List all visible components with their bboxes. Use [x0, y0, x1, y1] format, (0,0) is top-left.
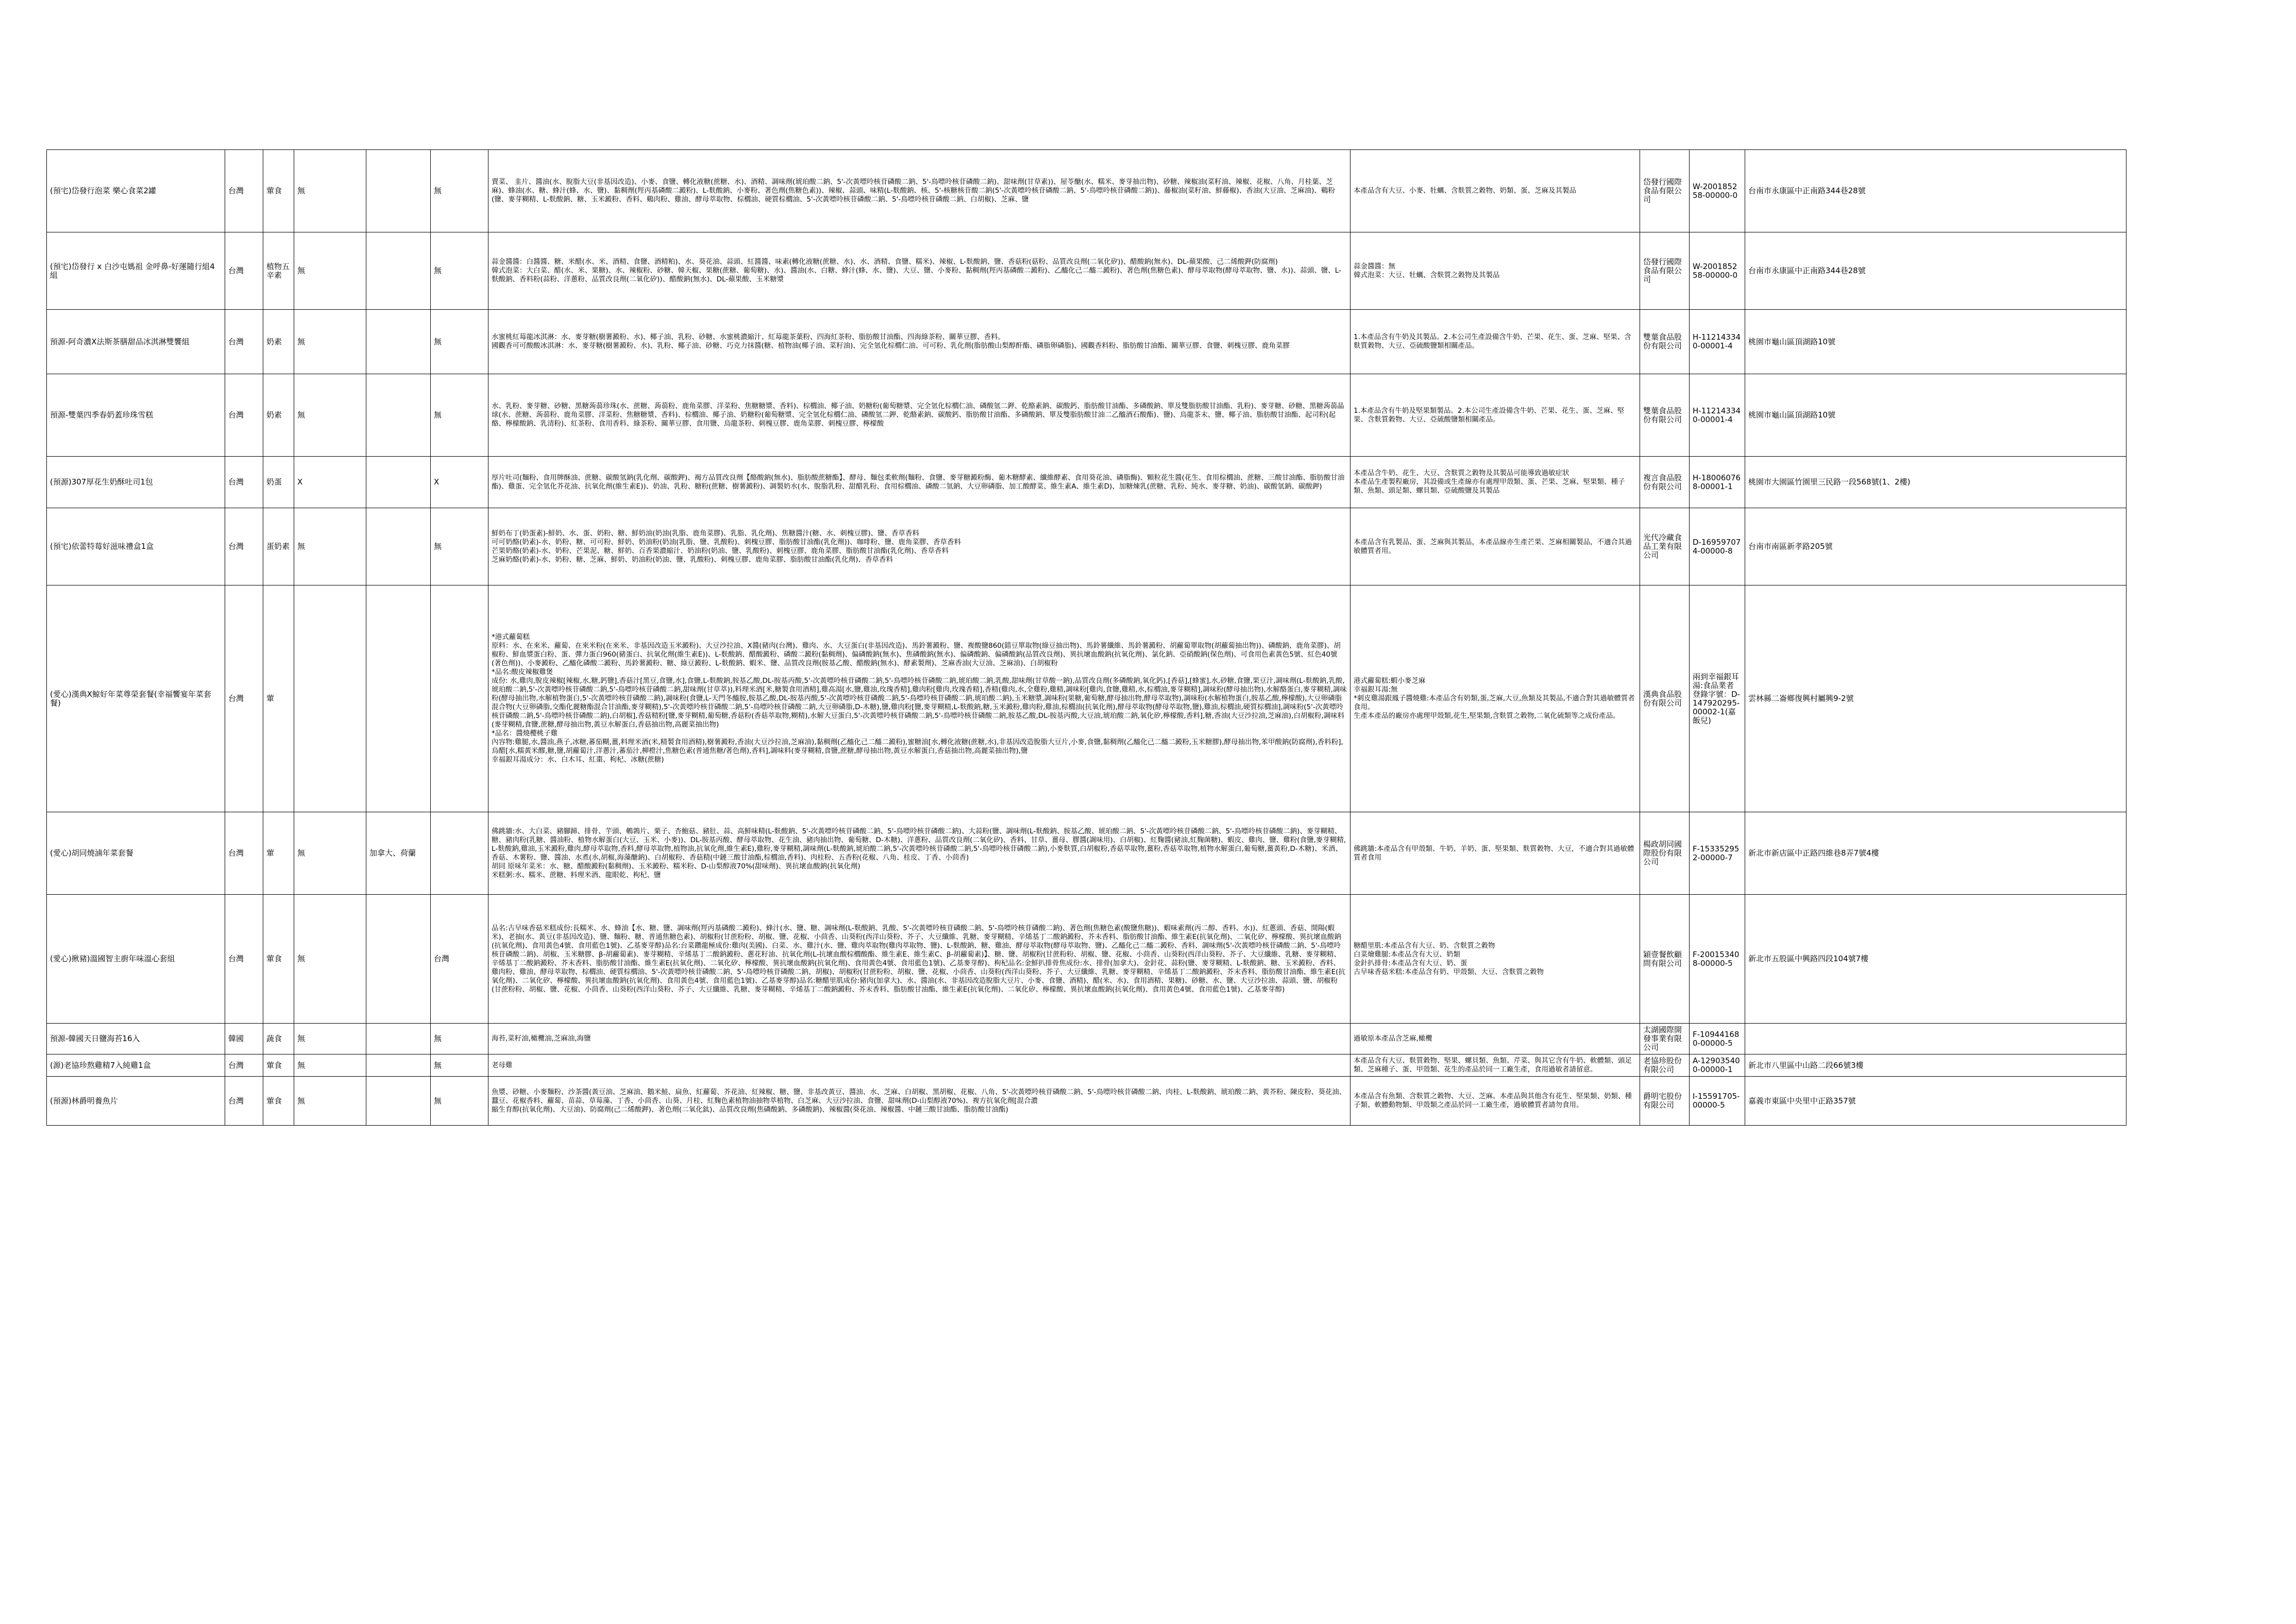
registration-cell: F-109441680-00000-5 — [1690, 1024, 1745, 1054]
table-row — [47, 895, 2126, 1024]
product-name-cell: 預源-韓國天日鹽海苔16入 — [47, 1024, 225, 1054]
product-name-cell: (預宅)依蕾特莓好滋味禮盒1盒 — [47, 508, 225, 585]
flag-cell-2 — [366, 1024, 431, 1054]
ingredients-cell: 厚片吐司(麵粉、食用牌酥油、蔗糖、碳酸氫鈉(乳化劑、碳酸鉀)、褐方品質改良劑【酪酸鈉(無水)、脂肪酸蔗糖酯】、酵母、麵包柔軟劑(麵粉、食鹽、麥芽糖澱粉酶、葡木糖酵素、纖維酵素、食用葵花油、磷脂酶)、顆粒花生醬(花生、食用棕櫚油、蔗糖、三酸甘油酯、脂肪酸甘油酯)、雞蛋、完全氫化芥花油、抗氧化劑(維生素E))、奶油、乳粉、糖粉(蔗糖、樹薯澱粉)、調製奶水(水、脫脂乳粉、甜醋乳粉、食用棕櫚油、磷酸二氫鈉、大豆卵磷脂、加工酸酵菜、維生素A、維生素D)、加糖煉乳(蔗糖、乳粉、純水、麥芽糖、奶油)、碳酸氫鈉、碳酸鉀) — [488, 457, 1350, 508]
company-cell: 漢典食品股份有限公司 — [1640, 585, 1690, 812]
origin-cell: 韓國 — [225, 1024, 263, 1054]
flag-cell-1: 無 — [294, 1024, 366, 1054]
flag-cell-1: 無 — [294, 150, 366, 232]
flag-cell-3: 無 — [431, 374, 488, 457]
flag-cell-2 — [366, 374, 431, 457]
diet-type-cell: 葷食 — [263, 1077, 294, 1126]
address-cell: 嘉義市東區中央里中正路357號 — [1745, 1077, 2126, 1126]
address-cell: 桃園市大園區竹園里三民路一段568號(1、2樓) — [1745, 457, 2126, 508]
origin-cell: 台灣 — [225, 585, 263, 812]
ingredients-cell: 老母雞 — [488, 1054, 1350, 1077]
product-name-cell: (愛心)漢典X鯨好年菜尊榮套餐(幸福饗宴年菜套餐) — [47, 585, 225, 812]
diet-type-cell: 植物五辛素 — [263, 232, 294, 310]
flag-cell-2 — [366, 895, 431, 1024]
flag-cell-1: 無 — [294, 508, 366, 585]
company-cell: 複言食品股份有限公司 — [1640, 457, 1690, 508]
ingredients-cell: 佛跳牆:水、大白菜、豬腳蹄、排骨、芋頭、鵪鶉片、栗子、杏鮑菇、豬肚、蒜、高鮮味精(L-麩酸鈉、5'-次黃嘌呤核苷磷酸二鈉、5'-鳥嘌呤核苷磷酸二鈉)、大蒜粉(鹽、調味劑(L-麩酸鈉、胺基乙酸、琥珀酸二鈉、5'-次黃嘌呤核苷磷酸二鈉、5'-鳥嘌呤核苷磷酸二鈉)、麥芽糊精、糖、豬肉粉(乳糖、醬油粉、植物水解蛋白(大豆、玉米、小麥))、DL-胺基丙酸、酵母萃取物、花生油、豬肉抽出物、葡萄糖、D-木糖)、洋蔥粉、品質改良劑(二氧化矽)、香料、甘草、薑母、膠醬(調味用)、白胡椒)、紅麴醬(豬油,紅麴菌糖)、蝦皮、雞肉、鹽、雞粉(食鹽,麥芽糊精,L-麩酸鈉,雞油,玉米澱粉,雞肉,酵母萃取物,香料,酵母萃取物,植物油,抗氧化劑,維生素E),雞粉,麥芽糊精,調味劑(L-麩酸鈉,琥珀酸二鈉,5'-次黃嘌呤核苷磷酸二鈉,5'-鳥嘌呤核苷磷酸二鈉),小麥麩質,白胡椒粉,香菇萃取物,薑粉,香菇萃取物,植物水解蛋白,葡萄糖,薑黃粉,D-木糖)、米酒、香菇、木薯粉、鹽、醬油、水煮(水,胡椒,海藻醣鈉)、白胡椒粉、香菇精(中鏈三酸甘油酯,棕櫚油,香料)、肉桂粉、五香粉(花椒、八角、桂皮、丁香、小茴香) 胡同 原味年菜米：水、糖、醋酸澱粉(黏稠劑)、玉米澱粉、糯米粉、D-山梨醇液70%(甜味劑)、異抗壞血酸鈉(抗氧化劑) 米糕粥:水、糯米、蔗糖、料理米酒、龍眼乾、枸杞、鹽 — [488, 812, 1350, 895]
origin-cell: 台灣 — [225, 508, 263, 585]
flag-cell-3: X — [431, 457, 488, 508]
allergen-cell: 本產品含牛奶、花生、大豆、含麩質之穀物及其製品可能導致過敏症狀 本產品生產製程廠房，其設備或生產線亦有處理甲殼類、蛋、芒果、芝麻、堅果類、種子類、魚類、頭足類、螺貝類、亞硫酸鹽及其製品 — [1350, 457, 1640, 508]
address-cell: 桃園市龜山區頂湖路10號 — [1745, 310, 2126, 374]
origin-cell: 台灣 — [225, 150, 263, 232]
registration-cell: D-169597074-00000-8 — [1690, 508, 1745, 585]
flag-cell-2 — [366, 232, 431, 310]
diet-type-cell: 葷 — [263, 812, 294, 895]
diet-type-cell: 葷食 — [263, 1054, 294, 1077]
diet-type-cell: 奶素 — [263, 374, 294, 457]
ingredients-cell: 賣菜、 韭片、醬油(水、脫脂大豆(非基因改造)、小麥、食鹽、轉化液糖(蔗糖、水)、酒精、調味劑(琥珀酸二鈉、5'-次黃嘌呤核苷磷酸二鈉、5'-鳥嘌呤核苷磷酸二鈉)、甜味劑(甘草素))、屋苓醣(水、糯米、麥芽抽出物)、砂糖、辣椒油(菜籽油、辣椒、花椒、八角、月桂葉、芝麻)、蜂油(水、糖、蜂汁(蜂、水、鹽)、黏稠劑(羥丙基磷酸二澱粉)、L-麩酸鈉、小麥粉、著色劑(焦糖色素))、辣椒、蒜頭、味精(L-麩酸鈉、核、5'-核糖核苷酸二鈉(5'-次黃嘌呤核苷磷酸二鈉、5'-鳥嘌呤核苷磷酸二鈉))、藤椒油(菜籽油、鮮藤椒)、香油(大豆油、芝麻油)、鷄粉(鹽、麥芽糊精、L-麩酸鈉、糖、玉米澱粉、香料、鷄肉粉、雞油、酵母萃取物、棕櫚油、硬質棕櫚油、5'-次黃嘌呤核苷磷酸二鈉、5'-鳥嘌呤核苷磷酸二鈉、白胡椒)、芝麻、鹽 — [488, 150, 1350, 232]
flag-cell-2 — [366, 508, 431, 585]
flag-cell-3 — [431, 812, 488, 895]
address-cell: 新北市新店區中正路四維巷8弄7號4樓 — [1745, 812, 2126, 895]
allergen-cell: 港式蘿蔔糕:蝦小麥芝麻 幸福銀耳湯:無 *刺皮雞湯跟鳳子醬燒雞:本產品含有奶類,蛋,芝麻,大豆,魚類及其製品,不適合對其過敏體質者食用。 生產本產品的廠房亦處理甲殼類,花生,堅果類,含麩質之穀物,二氧化硫類等之成份產品。 — [1350, 585, 1640, 812]
product-name-cell: (預宅)岱發行 x 白沙屯媽祖 金呼鼻-好運隨行組4組 — [47, 232, 225, 310]
product-name-cell: (愛心)揪豬)溫國智主廚年味溫心套組 — [47, 895, 225, 1024]
flag-cell-1: 無 — [294, 895, 366, 1024]
flag-cell-3: 無 — [431, 508, 488, 585]
address-cell — [1745, 1024, 2126, 1054]
flag-cell-3: 無 — [431, 150, 488, 232]
product-name-cell: (預宅)岱發行泡菜 樂心食菜2罐 — [47, 150, 225, 232]
origin-cell: 台灣 — [225, 310, 263, 374]
address-cell: 台南市南區新孝路205號 — [1745, 508, 2126, 585]
ingredients-cell: 水蜜桃紅莓龍冰淇淋：水、麥芽糖(樹薯澱粉、水)、椰子油、乳粉、砂糖、水蜜桃濃縮汁、紅莓龍茶葉粉、四海紅茶粉、脂肪酸甘油酯、四海綠茶粉、關華豆膠、香料。 國觀香可可酸酸冰淇淋：水、麥芽糖(樹薯澱粉、水)、乳粉、椰子油、砂糖、巧克力抹醬(糖、植物油(椰子油、菜籽油)、完全氫化棕櫚仁油、可可粉、乳化劑(脂肪酸山梨醇酐酯、磷脂卵磷脂)、國觀香料粉、脂肪酸甘油酯、關華豆膠、食鹽、刺槐豆膠、鹿角菜膠 — [488, 310, 1350, 374]
flag-cell-2 — [366, 585, 431, 812]
allergen-cell: 本產品含有大豆、小麥、牡蠣、含麩質之穀物、奶類、蛋、芝麻及其製品 — [1350, 150, 1640, 232]
allergen-cell: 蒜金醬醬：無 韓式泡菜：大豆、牡蠣、含麩質之穀物及其製品 — [1350, 232, 1640, 310]
address-cell: 新北市八里區中山路二段66號3樓 — [1745, 1054, 2126, 1077]
product-name-cell: (愛心)胡同燒滷年菜套餐 — [47, 812, 225, 895]
registration-cell: H-112143340-00001-4 — [1690, 310, 1745, 374]
diet-type-cell: 蔬食 — [263, 1024, 294, 1054]
product-table — [46, 149, 2126, 1126]
origin-cell: 台灣 — [225, 812, 263, 895]
product-name-cell: (預源)林爵明養魚片 — [47, 1077, 225, 1126]
diet-type-cell: 葷食 — [263, 150, 294, 232]
flag-cell-3: 無 — [431, 1054, 488, 1077]
company-cell: 岱發行國際食品有限公司 — [1640, 232, 1690, 310]
table-row — [47, 232, 2126, 310]
flag-cell-1: 無 — [294, 1077, 366, 1126]
allergen-cell: 本產品含有乳製品、蛋、芝麻與其製品，本產品線亦生產芒果、芝麻相關製品，不適合其過敏體質者用。 — [1350, 508, 1640, 585]
flag-cell-1: 無 — [294, 232, 366, 310]
flag-cell-3: 台灣 — [431, 895, 488, 1024]
company-cell: 楊政胡同國際股份有限公司 — [1640, 812, 1690, 895]
table-row — [47, 812, 2126, 895]
address-cell: 桃園市龜山區頂湖路10號 — [1745, 374, 2126, 457]
product-name-cell: 預源-阿奇濃X法斯茶膳甜品冰淇淋雙饗組 — [47, 310, 225, 374]
ingredients-cell: 水、乳粉、麥芽糖、砂糖、黑糖蒟蒻珍珠(水、蔗糖、蒟蒻粉、鹿角菜膠、洋菜粉、焦糖糖漿、香料)、棕櫚油、椰子油、奶糖粉(葡萄糖漿、完全氫化棕櫚仁油、磷酸氫二鉀、乾酪素鈉、碳酸鈣、脂肪酸甘油酯、多磷酸鈉、單及雙脂肪酸甘油酯、乳粉)、麥芽糖、砂糖、黑糖蒟蒻晶球(水、蔗糖、蒟蒻粉、鹿角菜膠、洋菜粉、焦糖糖漿、香料)、棕櫚油、椰子油、奶糖粉(葡萄糖漿、完全氫化棕櫚仁油、磷酸氫二鉀、乾酪素鈉、碳酸鈣、脂肪酸甘油酯、多磷酸鈉、單及雙脂肪酸甘油二乙醯酒石酸酯)、鹽)、烏龍茶末、鹽、椰子油、脂肪酸甘油酯、起司粉(起酪、檸檬酸鈉、乳清粉)、紅茶粉、食用香料、綠茶粉、關華豆膠、食用鹽、烏龍茶粉、刺槐豆膠、鹿角菜膠、刺槐豆膠、檸檬酸 — [488, 374, 1350, 457]
product-name-cell: (源)老協珍熬雞精7入純雞1盒 — [47, 1054, 225, 1077]
flag-cell-1 — [294, 585, 366, 812]
ingredients-cell: 蒜金醬醬：白醬醬、糖、米醋(水、米、酒精、食鹽、酒精粕)、水、葵花油、蒜頭、紅醬醬、味素(轉化液糖(蔗糖、水)、水、酒精、食鹽、糯米)、辣椒、L-麩酸鈉、鹽、香菇粉(菇粉、品質改良劑(二氧化矽))、醋酸鈉(無水)、DL-蘋果酸、己二烯酸鉀(防腐劑) 韓式泡菜：大白菜、醋(水、米、果糖)、水、辣椒粉、砂糖、韓天椒、果糖(蔗糖、葡萄糖)、水)、醬油(水、白糖、蜂汁(蜂、水、鹽)、大豆、鹽、小麥粉、黏稠劑(羥丙基磷酸二澱粉)、乙醯化己二醯二澱粉)、著色劑(焦糖色素)、酵母萃取物(酵母萃取物、鹽、水))、蒜頭、鹽、L-麩酸鈉、香料粉(蒜粉、洋蔥粉、品質改良劑(二氧化矽))、醋酸鈉(無水)、DL-蘋果酸、玉米糖漿 — [488, 232, 1350, 310]
allergen-cell: 1.本產品含有牛奶及其製品。2.本公司生產設備含牛奶、芒果、花生、蛋、芝麻、堅果、含麩質穀物、大豆、亞硫酸鹽類相關產品。 — [1350, 310, 1640, 374]
company-cell: 雙葉食品股份有限公司 — [1640, 310, 1690, 374]
origin-cell: 台灣 — [225, 895, 263, 1024]
allergen-cell: 佛跳牆:本產品含有甲殼類、牛奶、羊奶、蛋、堅果類、麩質穀物、大豆，不適合對其過敏體質者食用 — [1350, 812, 1640, 895]
flag-cell-1: 無 — [294, 374, 366, 457]
registration-cell: H-180060768-00001-1 — [1690, 457, 1745, 508]
flag-cell-3: 無 — [431, 1077, 488, 1126]
diet-type-cell: 蛋奶素 — [263, 508, 294, 585]
origin-cell: 台灣 — [225, 1054, 263, 1077]
allergen-cell: 過敏原本產品含芝麻,橄欖 — [1350, 1024, 1640, 1054]
allergen-cell: 糖醋里肌:本產品含有大豆、奶、含麩質之穀物 白菜燴雞腿:本產品含有大豆、奶類 金針扒排骨:本產品含有大豆、奶、蛋 古早味香菇米糕:本產品含有奶、甲殼類、大豆、含麩質之穀物 — [1350, 895, 1640, 1024]
diet-type-cell: 葷 — [263, 585, 294, 812]
flag-cell-3: 無 — [431, 310, 488, 374]
address-cell: 新北市五股區中興路四段104號7樓 — [1745, 895, 2126, 1024]
company-cell: 爵明宅股份有限公司 — [1640, 1077, 1690, 1126]
address-cell: 台南市永康區中正南路344巷28號 — [1745, 150, 2126, 232]
flag-cell-2 — [366, 310, 431, 374]
registration-cell: F-153352952-00000-7 — [1690, 812, 1745, 895]
origin-cell: 台灣 — [225, 374, 263, 457]
table-row — [47, 585, 2126, 812]
company-cell: 老協珍股份有限公司 — [1640, 1054, 1690, 1077]
allergen-cell: 本產品含有魚類、含麩質之穀物、大豆、芝麻。本產品與其他含有花生、堅果類、奶類、種子類、軟體動物類、甲殼類之產品於同一工廠生產，過敏體質者請勿食用。 — [1350, 1077, 1640, 1126]
table-row — [47, 150, 2126, 232]
flag-cell-3: 無 — [431, 1024, 488, 1054]
registration-cell: H-112143340-00001-4 — [1690, 374, 1745, 457]
ingredients-cell: *港式蘿蔔糕 原料：水、在來米、蘿蔔、在來米粉(在來米、非基因改造玉米澱粉)、大豆沙拉油、X醬(豬肉(台灣)、雞肉、水、大豆蛋白(非基因改造)、馬鈴薯澱粉、鹽、複酸鹽860(錯豆單取物(綠豆抽出物)、馬鈴薯纖維、馬鈴薯澱粉、胡蘿蔔單取物(胡蘿蔔抽出物))、磷酸鈉、鹿角菜膠)、胡椒粉、鮮血漿蛋白粉、蛋、彈力蛋白960(豬蛋白、抗氧化劑(維生素E))、L-麩酸鈉、醋酸澱粉、磷酸二澱粉(黏稠劑)、偏磷酸鈉(無水)、焦磷酸鈉(無水)、偏磷酸鈉、偏磷酸鈉(品質改良劑)、異抗壞血酸鈉(抗氧化劑)、氯化鈉、亞硝酸鈉(保色劑)、可食用色素黃色5號、紅色40號(著色劑))、小麥澱粉、乙醯化磷酸二澱粉、馬鈴薯澱粉、糖、綠豆澱粉、L-麩酸鈉、蝦米、鹽、品質改良劑(胺基乙酸、醋酸鈉(無水)、酵素製劑)、芝麻香油(大豆油、芝麻油)、白胡椒粉 *品名:酸皮辣椒雞煲 成份: 水,雞肉,脫皮辣椒[辣椒,水,糖,鈣鹽],香菇汁[黑豆,食鹽,水],食鹽,L-麩酸鈉,胺基乙酸,DL-胺基丙酸,5'-次黃嘌呤核苷磷酸二鈉,5'-鳥嘌呤核苷磷酸二鈉,琥珀酸二鈉,乳酸,甜味劑(甘草酸一鈉),品質改良劑(多磷酸鈉,氧化鈣),[香菇],[蜂蜜],水,砂糖,食鹽,果豆汁,調味劑(L-麩酸鈉,乳酸,琥珀酸二鈉,5'-次黃嘌呤核苷磷酸二鈉,5'-鳥嘌呤核苷磷酸二鈉,甜味劑(甘草萃)),料理米酒[米,糖製食用酒精],雞高湯[水,鹽,雞油,玫瑰香精],雞肉粉[雞肉,玫瑰香精],香精(雞肉,水,全雞粉,雞精,調味粉[雞肉,食鹽,雞精,水,棕櫚油,麥芽糊精],調味粉(酵母抽出物),水解酪蛋白,麥芽糊精,調味粉(酵母抽出物,水解植物蛋白,5'-次黃嘌呤核苷磷酸二鈉),調味粉(食鹽,L-天門冬醯胺,胺基乙酸,DL-胺基丙酸,5'-次黃嘌呤核苷磷酸二鈉,5'-鳥嘌呤核苷磷酸二鈉,琥珀酸二鈉),玉米糖漿,調味粉(果糖,葡萄糖,酵母抽出物,酵母萃取物),調味粉(水解植物蛋白,胺基乙酸,檸檬酸),大豆卵磷脂混合物(大豆卵磷脂,交酯化麗糖酯混合甘油酯,麥芽糊精),5'-次黃嘌呤核苷磷酸二鈉,5'-鳥嘌呤核苷磷酸二鈉,大豆卵磷脂,D-木糖),鹽,雞肉粉[鹽,麥芽糊精,L-麩酸鈉,糖,玉米澱粉,雞肉粉,雞油,棕櫚油(抗氧化劑),酵母萃取物(酵母萃取物,鹽),雞油,棕櫚油,硬質棕櫚油],調味粉(5'-次黃嘌呤核苷磷酸二鈉,5'-鳥嘌呤核苷磷酸二鈉),白胡椒],香菇精粉[鹽,麥芽糊精,葡萄糖,香菇粉(香菇萃取物,糊精),水解大豆蛋白,5'-次黃嘌呤核苷磷酸二鈉,5'-鳥嘌呤核苷磷酸二鈉,胺基乙酸,DL-胺基丙酸,大豆油,琥珀酸二鈉,氧化矽,檸檬酸,香料],糖,香油(大豆沙拉油,芝麻油),白胡椒粉,調味料(麥芽糊精,食鹽,蔗糖,酵母抽出物,黃豆水解蛋白,香菇抽出物,高麗菜抽出物) *品名：醬燒櫻桃子雞 內容物:雞腿,水,醬油,燕子,冰糖,蕃茄糊,薑,料理米酒(米,精製食用酒精),樹薯澱粉,香油(大豆沙拉油,芝麻油),黏稠劑(乙醯化己二醯二澱粉),蜜糖油[水,轉化液糖(蔗糖,水),非基因改造脫脂大豆片,小麥,食鹽,黏稠劑(乙醯化己二醯二澱粉,玉米糖膠),酵母抽出物,苯甲酸鈉(防腐劑),香料粉],烏醋[水,糯黃米醪,糖,鹽,胡蘿蔔汁,洋蔥汁,蕃茄汁,柳橙汁,焦糖色素(普通焦糖/著色劑),香料],調味料(麥芽糊精,食鹽,蔗糖,酵母抽出物,黃豆水解蛋白,香菇抽出物,高麗菜抽出物),鹽 幸福銀耳湯成分：水、白木耳、紅棗、枸杞、冰糖(蔗糖) — [488, 585, 1350, 812]
registration-cell: W-200185258-00000-0 — [1690, 232, 1745, 310]
table-row — [47, 1077, 2126, 1126]
flag-cell-2: 加拿大、荷蘭 — [366, 812, 431, 895]
registration-cell: W-200185258-00000-0 — [1690, 150, 1745, 232]
flag-cell-2 — [366, 150, 431, 232]
origin-cell: 台灣 — [225, 232, 263, 310]
table-row — [47, 1054, 2126, 1077]
flag-cell-1: X — [294, 457, 366, 508]
flag-cell-3: 無 — [431, 232, 488, 310]
flag-cell-2 — [366, 1077, 431, 1126]
table-row — [47, 310, 2126, 374]
table-row — [47, 1024, 2126, 1054]
company-cell: 穎壹餐飲顧問有限公司 — [1640, 895, 1690, 1024]
diet-type-cell: 奶素 — [263, 310, 294, 374]
table-row — [47, 457, 2126, 508]
company-cell: 太湖國際開發事業有限公司 — [1640, 1024, 1690, 1054]
flag-cell-1: 無 — [294, 1054, 366, 1077]
registration-cell: A-129035400-00000-1 — [1690, 1054, 1745, 1077]
company-cell: 岱發行國際食品有限公司 — [1640, 150, 1690, 232]
product-name-cell: 預源-雙葉四季春奶蓋珍珠雪糕 — [47, 374, 225, 457]
address-cell: 台南市永康區中正南路344巷28號 — [1745, 232, 2126, 310]
flag-cell-2 — [366, 1054, 431, 1077]
address-cell: 雲林縣二崙鄉復興村屬興9-2號 — [1745, 585, 2126, 812]
product-name-cell: (預源)307厚花生奶酥吐司1包 — [47, 457, 225, 508]
registration-cell: I-15591705-00000-5 — [1690, 1077, 1745, 1126]
diet-type-cell: 葷食 — [263, 895, 294, 1024]
ingredients-cell: 海苔,菜籽油,橄欖油,芝麻油,海鹽 — [488, 1024, 1350, 1054]
flag-cell-1: 無 — [294, 310, 366, 374]
flag-cell-1: 無 — [294, 812, 366, 895]
table-row — [47, 508, 2126, 585]
flag-cell-2 — [366, 457, 431, 508]
ingredients-cell: 魚漿、砂糖、小麥麵粉、沙茶醬(黃豆油、芝麻油、鵝米鮭、扁魚、紅蘿蔔、芥花油、紅辣椒、糖、鹽、非基改黃豆、醬油、水、芝麻、白胡椒、黑胡椒、花椒、八角、5'-次黃嘌呤核苷磷酸二鈉、5'-鳥嘌呤核苷磷酸二鈉、肉桂、L-麩酸鈉、琥珀酸二鈉、黃芥粉、陳皮粉、葵花油、蠶豆、花椒香料、蘿蔔、苗蒜、草莓藻、丁香、小茴香、山葵、月桂、紅麴色素植物油抽物萃植物、白芝麻、大豆沙拉油、食鹽、甜味劑(D-山梨醇液70%)、複方抗氧化劑[混合濃 縮生育醇(抗氧化劑)、大豆油)、防腐劑(己二烯酸鉀)、著色劑(二氧化鈦)、品質改良劑(焦磷酸鈉、多磷酸鈉)、辣椒醬(葵花油、辣椒醬、中鏈三酸甘油酯、脂肪酸甘油酯) — [488, 1077, 1350, 1126]
origin-cell: 台灣 — [225, 1077, 263, 1126]
registration-cell: F-200153408-00000-5 — [1690, 895, 1745, 1024]
table-row — [47, 374, 2126, 457]
allergen-cell: 本產品含有大豆、麩質穀物、堅果、螺貝類、魚類、芹菜、與其它含有牛奶、軟體類、頭足類、芝麻種子、蛋、甲殼類、花生的產品於同一工廠生產，食用過敏者請留意。 — [1350, 1054, 1640, 1077]
company-cell: 雙葉食品股份有限公司 — [1640, 374, 1690, 457]
ingredients-cell: 品名:古早味香菇米糕成份:長糯米、水、蜂油【水、糖、鹽、調味劑(羥丙基磷酸二澱粉)、蜂汁(水、鹽、糖、調味劑(L-麩酸鈉、乳酸、5'-次黃嘌呤核苷磷酸二鈉、5'-鳥嘌呤核苷磷酸二鈉)、著色劑(焦糖色素(酸鹽焦糖))、蝦味素劑(丙二醇、香料、水))、紅蔥頭、香菇、開陽(蝦米)、老抽(水、黃豆(非基因改造)、鹽、麵粉、糖、普通焦糖色素)、胡椒粉(甘蔗粉粉、胡椒、鹽、花椒、小茴香、山葵粉(西洋山葵粉、芥子、大豆纖維、乳糖、麥芽糊精、辛烯基丁二酸鈉澱粉、芥末香料、脂肪酸甘油酯、維生素E(抗氧化劑)、二氧化矽、檸檬酸、異抗壞血酸鈉(抗氧化劑)、食用黃色4號、食用藍色1號)、乙基麥芽醇)品名:台菜鑽龍極成份:雞肉(美國)、白菜、水、雞汁(水、鹽、雞肉萃取物(雞肉萃取物、鹽)、L-麩酸鈉、糖、雞油、酵母萃取物(酵母萃取物、鹽)、乙醯化己二醯二澱粉、香料、調味劑(5'-次黃嘌呤核苷磷酸二鈉、5'-鳥嘌呤核苷磷酸二鈉)、胡椒、玉米糖膠、β-胡蘿蔔素)、麥芽糊精、辛烯基丁二酸鈉澱粉、蔥花籽油、抗氧化劑(L-抗壞血酸棕櫚酸酯、維生素E、維生素C、β-胡蘿蔔素)】、糖、鹽、胡椒粉(甘蔗粉粉、胡椒、鹽、花椒、小茴香、山葵粉(西洋山葵粉、芥子、大豆纖維、乳糖、麥芽糊精、辛烯基丁二酸鈉澱粉、芥末香料、脂肪酸甘油酯、維生素E(抗氧化劑)、二氧化矽、檸檬酸、異抗壞血酸鈉(抗氧化劑)、食用黃色4號、食用藍色1號)、乙基麥芽醇)、枸杞品名:金鮮扒排骨焦成份:水、排骨(加拿大)、金針花、蒜粉(鹽、麥芽糊精、L-麩酸鈉、糖、玉米澱粉、香料、雞肉粉、雞油、酵母萃取物、棕櫚油、硬質棕櫚油、5'-次黃嘌呤核苷磷酸二鈉、5'-鳥嘌呤核苷磷酸二鈉、胡椒)、胡椒粉(甘蔗粉粉、胡椒、鹽、花椒、小茴香、山葵粉(西洋山葵粉、芥子、大豆纖維、乳糖、麥芽糊精、辛烯基丁二酸鈉澱粉、芥末香料、脂肪酸甘油酯、維生素E(抗氧化劑)、二氧化矽、檸檬酸、異抗壞血酸鈉(抗氧化劑)、食用黃色4號、食用藍色1號)、乙基麥芽醇)品名:糖醋里肌成份:豬肉(加拿大)、水、醬油(水、非基因改造脫脂大豆片、小麥、食鹽、酒精)、醋(米、水)、食用酒精、果糖)、砂糖、水、鹽、大豆沙拉油、蒜頭、鹽、胡椒粉(甘蔗粉粉、胡椒、鹽、花椒、小茴香、山葵粉(西洋山葵粉、芥子、大豆纖維、乳糖、麥芽糊精、辛烯基丁二酸鈉澱粉、芥末香料、脂肪酸甘油酯、維生素E(抗氧化劑)、二氧化矽、檸檬酸、異抗壞血酸鈉(抗氧化劑)、食用黃色4號、食用藍色1號)、乙基麥芽醇) — [488, 895, 1350, 1024]
company-cell: 光代冷藏食品工業有限公司 — [1640, 508, 1690, 585]
registration-cell: 兩到幸福銀耳湯:食品業者登錄字號：D-147920295-00002-1(嘉飯兒) — [1690, 585, 1745, 812]
allergen-cell: 1.本產品含有牛奶及堅果類製品。2.本公司生產設備含牛奶、芒果、花生、蛋、芝麻、堅果、含麩質穀物、大豆、亞硫酸鹽類相關產品。 — [1350, 374, 1640, 457]
ingredients-cell: 鮮奶布丁(奶蛋素)-鮮奶、水、蛋、奶粉、糖、鮮奶油(奶油(乳脂、鹿角菜膠)、乳脂、乳化劑)、焦糖醬汁(糖、水、刺槐豆膠)、鹽、香草香料 可可奶酪(奶素)-水、奶粉、糖、可可粉、鮮奶、奶油粉(奶油(乳脂、鹽、乳酸粉)、刺槐豆膠、脂肪酸甘油酯(乳化劑))、咖啡粉、鹽、鹿角菜膠、香草香料 芒果奶酪(奶素)-水、奶粉、芒果泥、糖、鮮奶、百香果濃縮汁、奶油粉(奶油、鹽、乳酸粉)、刺槐豆膠、鹿角菜膠、脂肪酸甘油酯(乳化劑)、香草香料 芝麻奶酪(奶素)-水、奶粉、糖、芝麻、鮮奶、奶油粉(奶油、鹽、乳酸粉)、刺槐豆膠、鹿角菜膠、脂肪酸甘油酯(乳化劑)、香草香料 — [488, 508, 1350, 585]
diet-type-cell: 奶蛋 — [263, 457, 294, 508]
flag-cell-3 — [431, 585, 488, 812]
origin-cell: 台灣 — [225, 457, 263, 508]
